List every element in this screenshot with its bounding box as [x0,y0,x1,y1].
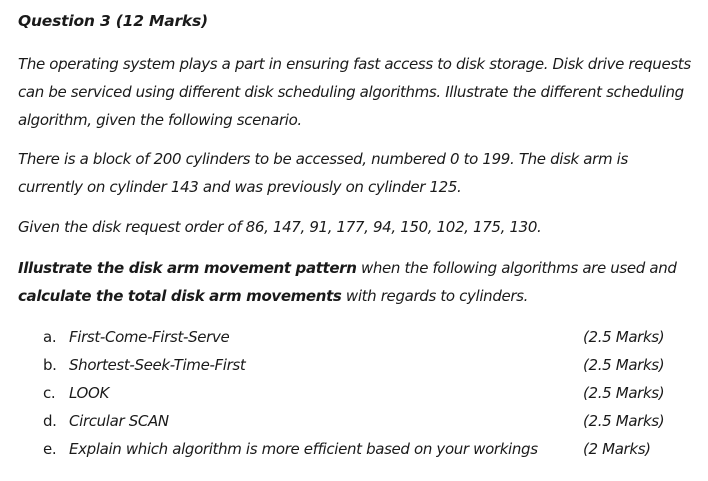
intro-paragraph: The operating system plays a part in ensuring fast access to disk storage. Disk drive requests can be serviced using different disk scheduling algorithms. Illustrate the different scheduling algorithm, given the following scenario. [18,55,691,129]
task-text-2: with regards to cylinders. [341,287,529,305]
list-item [43,435,683,463]
item-label: Shortest-Seek-Time-First [69,356,246,374]
item-label: LOOK [69,384,109,402]
item-label: Circular SCAN [69,412,169,430]
item-marks: (2.5 Marks) [583,412,665,430]
item-marks: (2.5 Marks) [583,356,665,374]
list-item [43,323,683,351]
task-bold-1: Illustrate the disk arm movement pattern [18,259,357,277]
scenario-paragraph: There is a block of 200 cylinders to be accessed, numbered 0 to 199. The disk arm is currently on cylinder 143 and was previously on cylinder 125. [18,150,628,196]
item-letter: a. [43,328,57,346]
task-bold-2: calculate the total disk arm movements [18,287,342,305]
list-item [43,407,683,435]
task-text-1: when the following algorithms are used and [356,259,677,277]
item-label: First-Come-First-Serve [69,328,230,346]
question-title: Question 3 (12 Marks) [18,12,208,30]
item-marks: (2.5 Marks) [583,384,665,402]
item-letter: e. [43,440,57,458]
list-item [43,379,683,407]
item-letter: b. [43,356,57,374]
item-label: Explain which algorithm is more efficient based on your workings [69,440,538,458]
sub-question-list [43,323,683,463]
item-marks: (2 Marks) [583,440,651,458]
item-letter: d. [43,412,57,430]
item-marks: (2.5 Marks) [583,328,665,346]
task-paragraph [18,254,694,310]
item-letter: c. [43,384,56,402]
list-item [43,351,683,379]
request-order-paragraph: Given the disk request order of 86, 147, 91, 177, 94, 150, 102, 175, 130. [18,218,542,236]
